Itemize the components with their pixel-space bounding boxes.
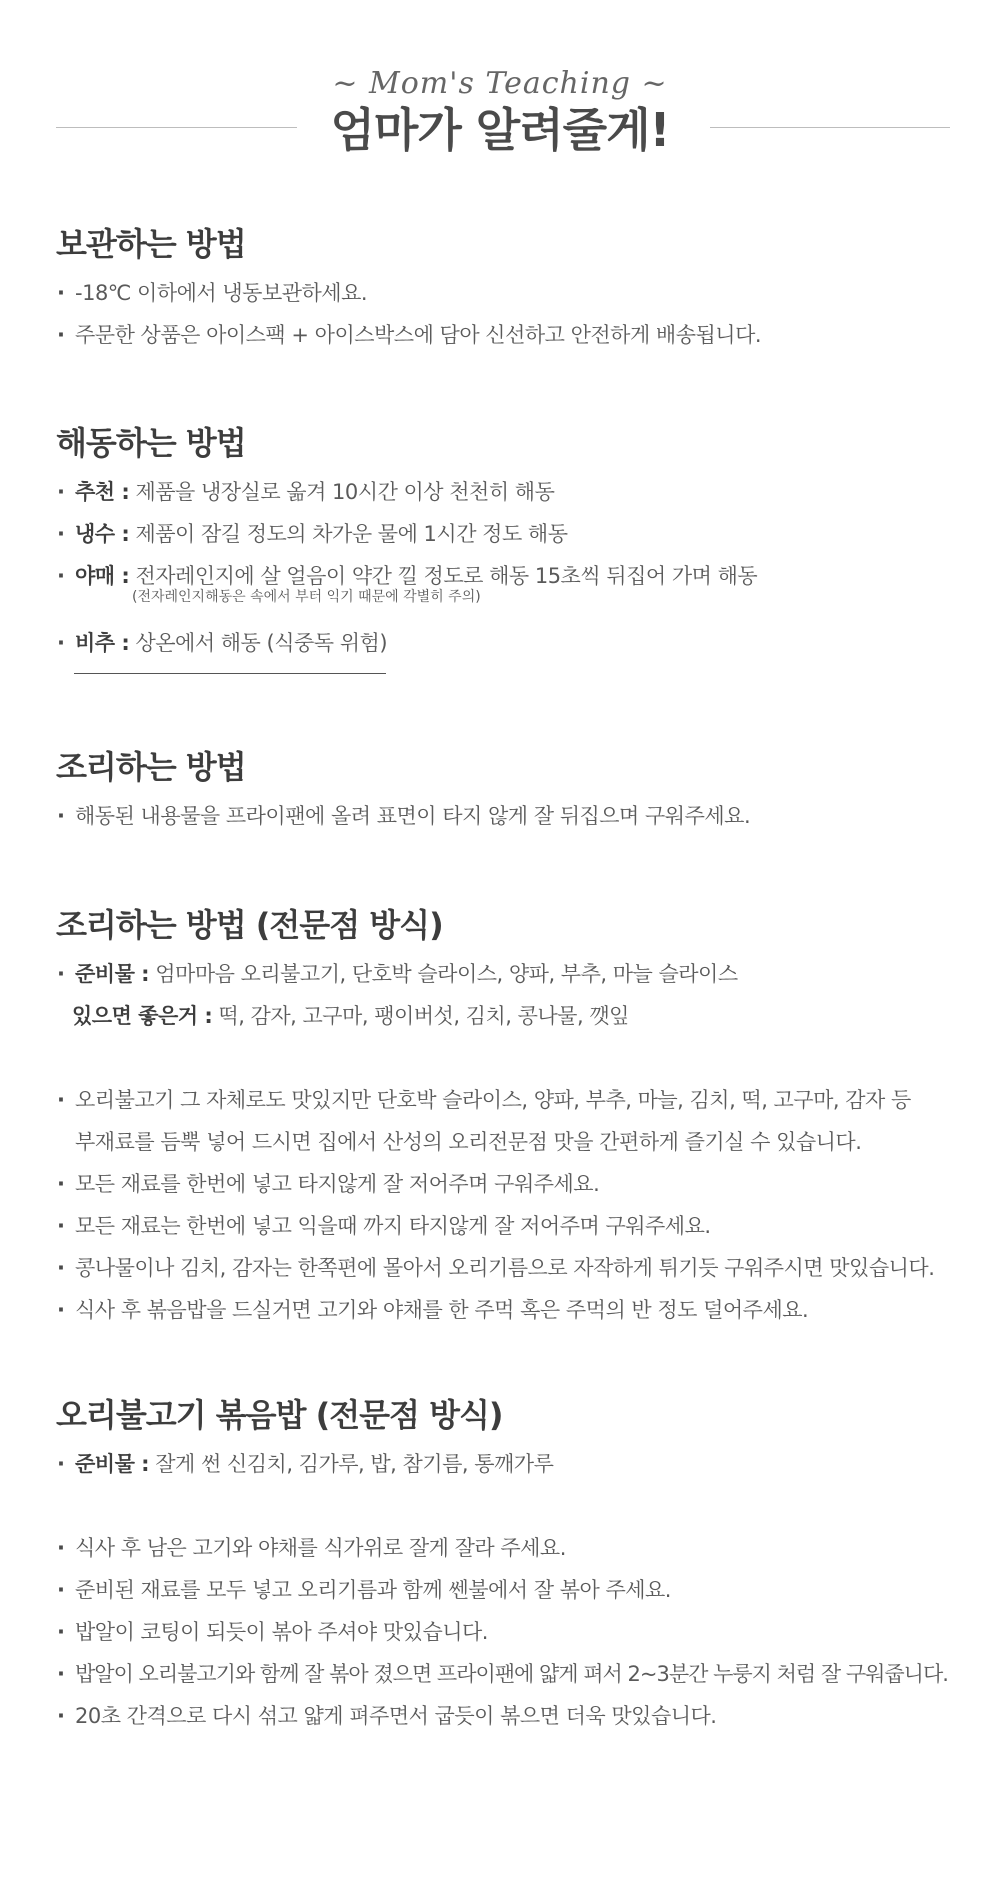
item-label: 비추 : bbox=[75, 631, 130, 655]
prep-line: · 준비물 : 잘게 썬 신김치, 김가루, 밥, 참기름, 통깨가루 bbox=[56, 1449, 976, 1479]
bullet-icon: · bbox=[57, 522, 65, 546]
prep-label: 준비물 : bbox=[75, 1452, 150, 1476]
storage-heading: 보관하는 방법 bbox=[56, 225, 246, 263]
storage-section bbox=[56, 223, 976, 350]
header-subtitle: ~ Mom's Teaching ~ bbox=[332, 66, 668, 101]
thawing-heading: 해동하는 방법 bbox=[56, 424, 246, 462]
bullet-icon: · bbox=[57, 1214, 65, 1238]
bullet-icon: · bbox=[57, 1452, 65, 1476]
bullet-icon: · bbox=[57, 281, 65, 305]
bullet-icon: · bbox=[57, 1536, 65, 1560]
list-item: · 비추 : 상온에서 해동 (식중독 위험) bbox=[56, 628, 976, 658]
list-item: · 밥알이 코팅이 되듯이 볶아 주셔야 맛있습니다. bbox=[56, 1617, 976, 1647]
item-label: 냉수 : bbox=[75, 522, 130, 546]
list-item: · 냉수 : 제품이 잠길 정도의 차가운 물에 1시간 정도 해동 bbox=[56, 519, 976, 549]
cooking-pro-heading: 조리하는 방법 (전문점 방식) bbox=[56, 906, 443, 944]
list-item: · 콩나물이나 김치, 감자는 한쪽편에 몰아서 오리기름으로 자작하게 튀기듯 구워주시면 맛있습니다. bbox=[56, 1253, 976, 1283]
bullet-icon: · bbox=[57, 323, 65, 347]
bullet-icon: · bbox=[57, 962, 65, 986]
cooking-heading: 조리하는 방법 bbox=[56, 748, 246, 786]
optional-label: 있으면 좋은거 : bbox=[72, 1004, 213, 1028]
bullet-icon: · bbox=[57, 1298, 65, 1322]
cooking-pro-section bbox=[56, 904, 976, 1325]
list-item: · 20초 간격으로 다시 섞고 얇게 펴주면서 굽듯이 볶으면 더욱 맛있습니다. bbox=[56, 1701, 976, 1731]
item-label: 야매 : bbox=[75, 564, 130, 588]
bullet-icon: · bbox=[57, 1578, 65, 1602]
prep-label: 준비물 : bbox=[75, 962, 150, 986]
fried-rice-section bbox=[56, 1394, 976, 1731]
optional-line: 있으면 좋은거 : 떡, 감자, 고구마, 팽이버섯, 김치, 콩나물, 깻잎 bbox=[72, 1004, 629, 1028]
bullet-icon: · bbox=[57, 1704, 65, 1728]
bullet-icon: · bbox=[57, 1256, 65, 1280]
page-header bbox=[0, 62, 1000, 162]
list-item: · 해동된 내용물을 프라이팬에 올려 표면이 타지 않게 잘 뒤집으며 구워주세요. bbox=[56, 801, 976, 831]
list-item-continuation: 부재료를 듬뿍 넣어 드시면 집에서 산성의 오리전문점 맛을 간편하게 즐기실 수 있습니다. bbox=[75, 1130, 862, 1154]
bullet-icon: · bbox=[57, 564, 65, 588]
item-label: 추천 : bbox=[75, 480, 130, 504]
bullet-icon: · bbox=[57, 1172, 65, 1196]
list-item: · 야매 : 전자레인지에 살 얼음이 약간 낄 정도로 해동 15초씩 뒤집어 가며 해동 bbox=[56, 561, 976, 591]
list-item: · 밥알이 오리불고기와 함께 잘 볶아 졌으면 프라이팬에 얇게 펴서 2~3분간 누룽지 처럼 잘 구워줍니다. bbox=[56, 1659, 976, 1689]
list-item: · 준비된 재료를 모두 넣고 오리기름과 함께 쎈불에서 잘 볶아 주세요. bbox=[56, 1575, 976, 1605]
cooking-section bbox=[56, 746, 976, 831]
list-item: · 식사 후 남은 고기와 야채를 식가위로 잘게 잘라 주세요. bbox=[56, 1533, 976, 1563]
fried-rice-heading: 오리불고기 볶음밥 (전문점 방식) bbox=[56, 1396, 503, 1434]
list-item: · -18℃ 이하에서 냉동보관하세요. bbox=[56, 278, 976, 308]
bullet-icon: · bbox=[57, 1662, 64, 1686]
thawing-section bbox=[56, 422, 976, 658]
list-item: · 추천 : 제품을 냉장실로 옮겨 10시간 이상 천천히 해동 bbox=[56, 477, 976, 507]
list-item: · 모든 재료를 한번에 넣고 타지않게 잘 저어주며 구워주세요. bbox=[56, 1169, 976, 1199]
microwave-note: (전자레인지해동은 속에서 부터 익기 때문에 각별히 주의) bbox=[132, 589, 481, 605]
prep-line: · 준비물 : 엄마마음 오리불고기, 단호박 슬라이스, 양파, 부추, 마늘 슬라이스 bbox=[56, 959, 976, 989]
page-title: 엄마가 알려줄게! bbox=[330, 103, 670, 157]
bullet-icon: · bbox=[57, 804, 65, 828]
list-item: · 주문한 상품은 아이스팩 + 아이스박스에 담아 신선하고 안전하게 배송됩니다. bbox=[56, 320, 976, 350]
bullet-icon: · bbox=[57, 1620, 65, 1644]
list-item: · 모든 재료는 한번에 넣고 익을때 까지 타지않게 잘 저어주며 구워주세요. bbox=[56, 1211, 976, 1241]
list-item: · 오리불고기 그 자체로도 맛있지만 단호박 슬라이스, 양파, 부추, 마늘, 김치, 떡, 고구마, 감자 등 bbox=[56, 1085, 976, 1115]
warning-underline bbox=[74, 673, 386, 674]
bullet-icon: · bbox=[57, 1088, 65, 1112]
bullet-icon: · bbox=[57, 480, 65, 504]
bullet-icon: · bbox=[57, 631, 65, 655]
list-item: · 식사 후 볶음밥을 드실거면 고기와 야채를 한 주먹 혹은 주먹의 반 정도 덜어주세요. bbox=[56, 1295, 976, 1325]
